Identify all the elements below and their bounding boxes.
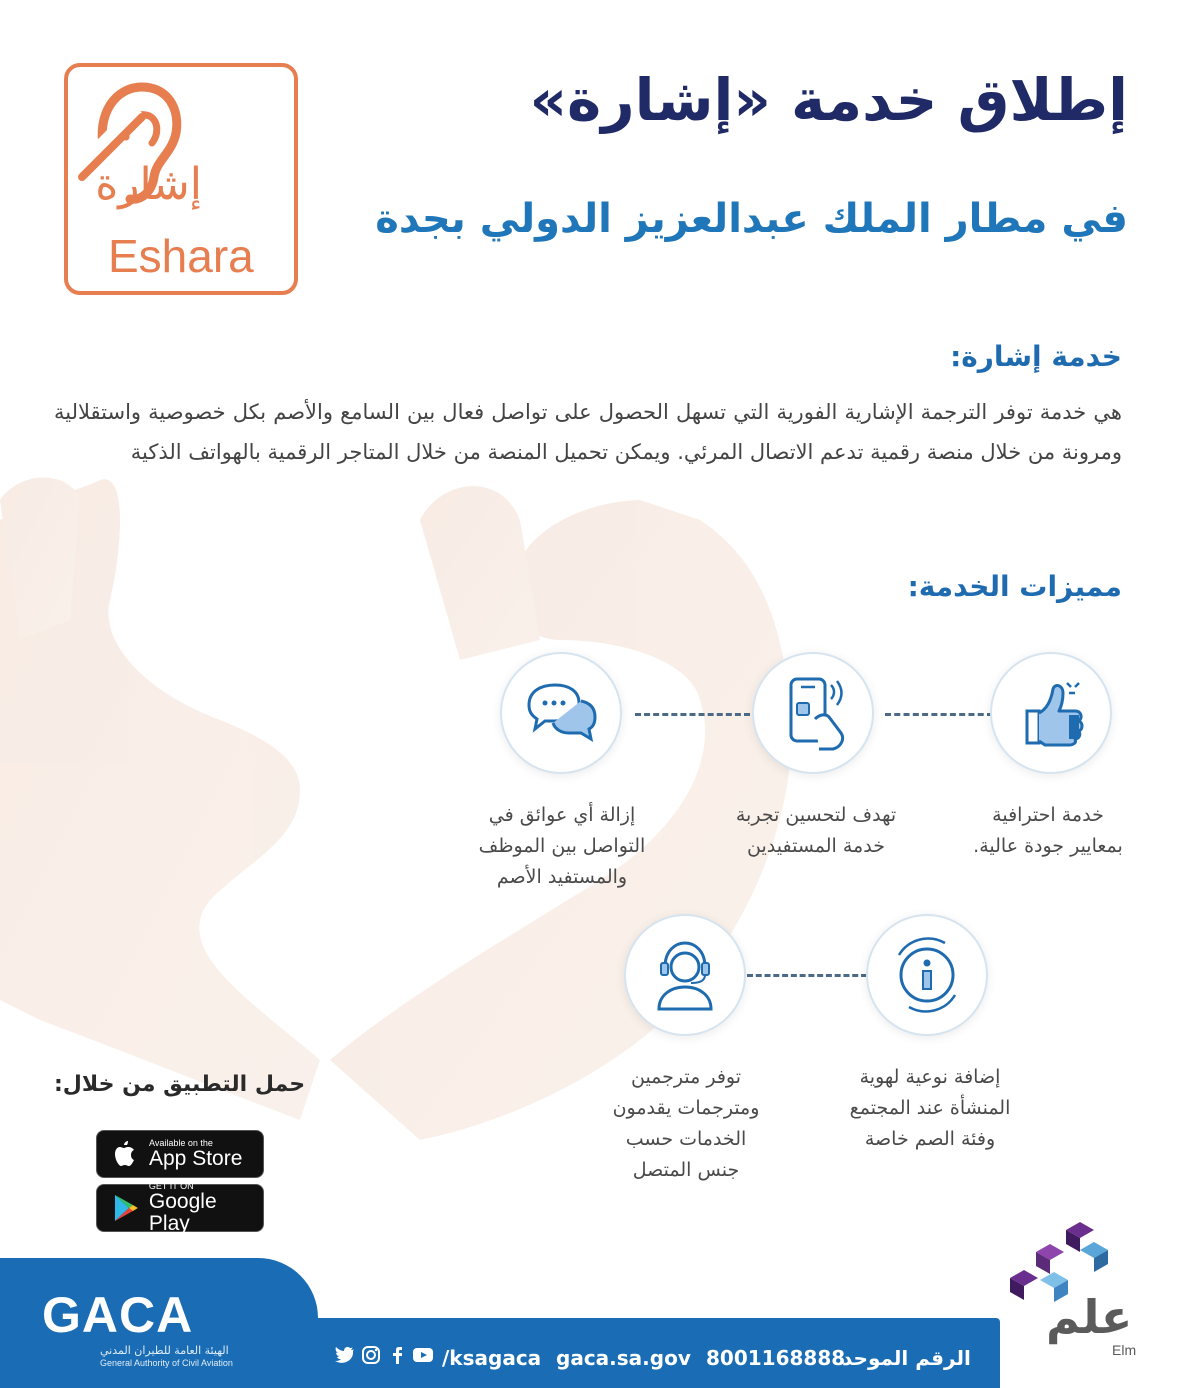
service-heading: خدمة إشارة: (950, 340, 1122, 373)
connector-line (885, 713, 993, 716)
info-icon (885, 933, 969, 1017)
feature-circle-communication (500, 652, 622, 774)
elm-arabic-text: علم (1046, 1290, 1133, 1344)
connector-line (635, 713, 750, 716)
chat-bubbles-icon (519, 671, 603, 755)
elm-english-text: Elm (1112, 1342, 1137, 1358)
page-subtitle: في مطار الملك عبدالعزيز الدولي بجدة (375, 196, 1128, 242)
instagram-icon[interactable] (360, 1344, 382, 1366)
logo-arabic-text: إشارة (95, 159, 202, 210)
social-icons (334, 1344, 434, 1366)
app-store-big-text: App Store (149, 1147, 243, 1170)
gaca-logo-text: GACA (42, 1287, 194, 1343)
feature-label: خدمة احترافية بمعايير جودة عالية. (973, 804, 1123, 857)
thumbs-up-icon (1009, 671, 1093, 755)
app-store-button[interactable] (96, 1130, 264, 1178)
feature-label: إزالة أي عوائق في التواصل بين الموظف والمستفيد الأصم (478, 804, 646, 888)
eshara-logo (64, 63, 298, 295)
download-heading: حمل التطبيق من خلال: (54, 1072, 306, 1097)
feature-circle-experience (752, 652, 874, 774)
youtube-icon[interactable] (412, 1344, 434, 1366)
connector-line (747, 974, 867, 977)
page-title: إطلاق خدمة «إشارة» (529, 66, 1128, 134)
google-play-big-text: Google Play (148, 1190, 217, 1235)
feature-label: توفر مترجمين ومترجمات يقدمون الخدمات حسب جنس المتصل (612, 1066, 760, 1181)
logo-english-text: Eshara (108, 230, 254, 282)
app-store-small-text: Available on the (149, 1138, 213, 1148)
facebook-icon[interactable] (386, 1344, 408, 1366)
phone-sign-language-icon (771, 671, 855, 755)
gaca-arabic-name: الهيئة العامة للطيران المدني (100, 1344, 229, 1357)
phone-label: الرقم الموحد (842, 1346, 971, 1370)
feature-circle-professional (990, 652, 1112, 774)
feature-label: تهدف لتحسين تجربة خدمة المستفيدين (735, 804, 897, 857)
service-description: هي خدمة توفر الترجمة الإشارية الفورية التي تسهل الحصول على تواصل فعال بين السامع والأصم بكل خصوصية واستقلالية ومرونة من خلال منصة رقمية تدعم الاتصال المرئي. ويمكن تحميل المنصة من خلال المتاجر الرقمية بالهواتف الذكية (54, 400, 1122, 464)
headset-agent-icon (643, 933, 727, 1017)
google-play-button[interactable] (96, 1181, 264, 1235)
phone-number[interactable]: 8001168888 (706, 1346, 846, 1370)
google-play-icon (107, 1190, 143, 1226)
feature-circle-interpreters (624, 914, 746, 1036)
apple-icon (107, 1136, 143, 1172)
twitter-icon[interactable] (334, 1344, 356, 1366)
feature-label: إضافة نوعية لهوية المنشأة عند المجتمع وفئة الصم خاصة (849, 1066, 1011, 1150)
google-play-small-text: GET IT ON (148, 1181, 194, 1191)
features-heading: مميزات الخدمة: (907, 570, 1122, 603)
social-handle[interactable]: /ksagaca (442, 1346, 542, 1370)
feature-circle-identity (866, 914, 988, 1036)
website-link[interactable]: gaca.sa.gov (556, 1346, 691, 1370)
gaca-english-name: General Authority of Civil Aviation (100, 1358, 233, 1368)
